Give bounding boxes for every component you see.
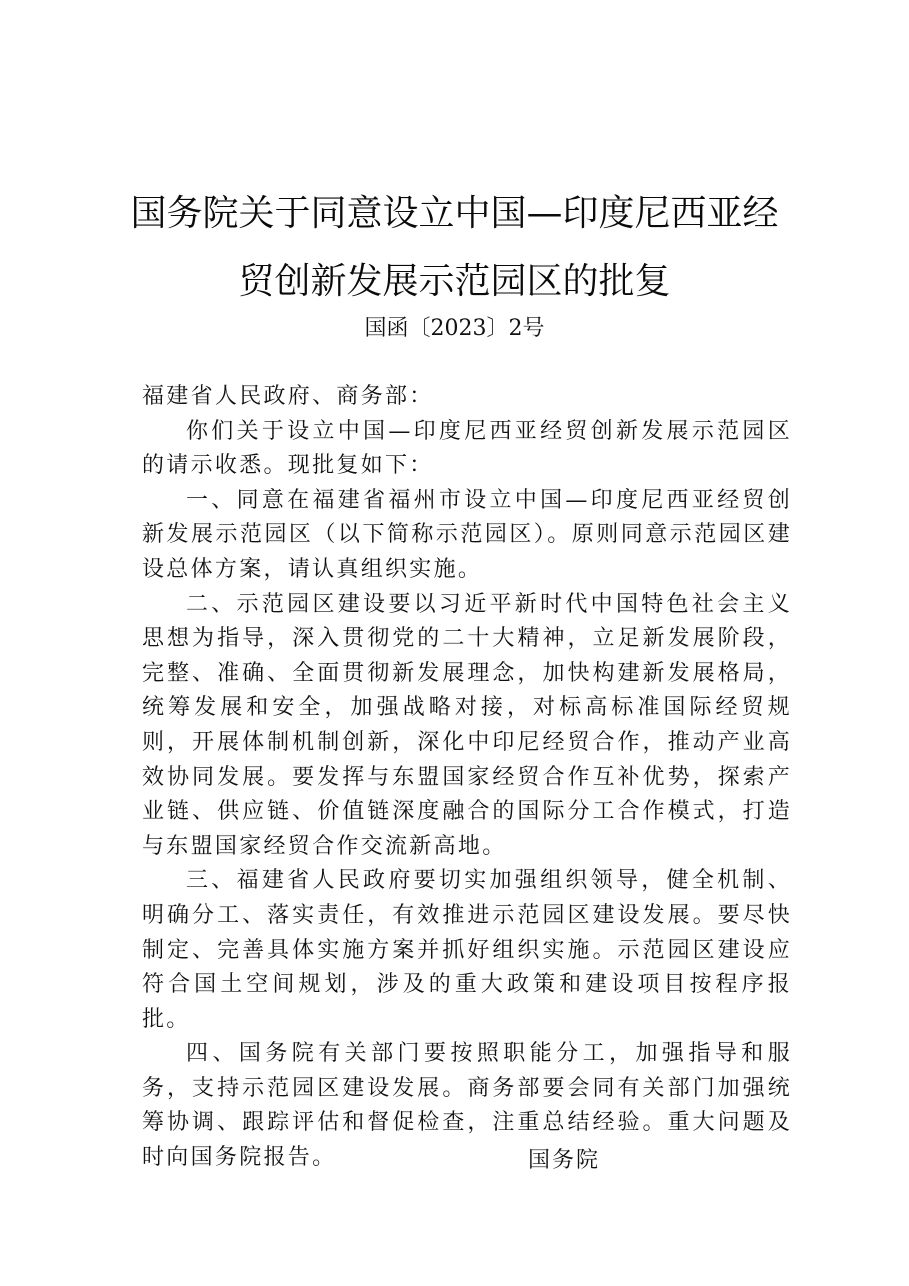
document-body bbox=[142, 380, 792, 1176]
document-title-line-2: 贸创新发展示范园区的批复 bbox=[238, 261, 671, 302]
document-title-line-1: 国务院关于同意设立中国—印度尼西亚经 bbox=[130, 193, 779, 234]
signature-issuer: 国务院 bbox=[528, 1148, 601, 1173]
paragraph-intro: 你们关于设立中国—印度尼西亚经贸创新发展示范园区的请示收悉。现批复如下： bbox=[142, 418, 792, 479]
addressee: 福建省人民政府、商务部： bbox=[142, 384, 434, 409]
paragraph-item-1: 一、同意在福建省福州市设立中国—印度尼西亚经贸创新发展示范园区（以下简称示范园区）。原则同意示范园区建设总体方案，请认真组织实施。 bbox=[142, 487, 792, 582]
paragraph-item-3: 三、福建省人民政府要切实加强组织领导，健全机制、明确分工、落实责任，有效推进示范园区建设发展。要尽快制定、完善具体实施方案并抓好组织实施。示范园区建设应符合国土空间规划，涉及的重大政策和建设项目按程序报批。 bbox=[142, 868, 792, 1032]
paragraph-item-2: 二、示范园区建设要以习近平新时代中国特色社会主义思想为指导，深入贯彻党的二十大精神，立足新发展阶段，完整、准确、全面贯彻新发展理念，加快构建新发展格局，统筹发展和安全，加强战略对接，对标高标准国际经贸规则，开展体制机制创新，深化中印尼经贸合作，推动产业高效协同发展。要发挥与东盟国家经贸合作互补优势，探索产业链、供应链、价值链深度融合的国际分工合作模式，打造与东盟国家经贸合作交流新高地。 bbox=[142, 591, 792, 859]
document-number: 国函〔2023〕2号 bbox=[364, 316, 545, 341]
paragraph-item-4: 四、国务院有关部门要按照职能分工，加强指导和服务，支持示范园区建设发展。商务部要会同有关部门加强统筹协调、跟踪评估和督促检查，注重总结经验。重大问题及时向国务院报告。 bbox=[142, 1041, 792, 1171]
